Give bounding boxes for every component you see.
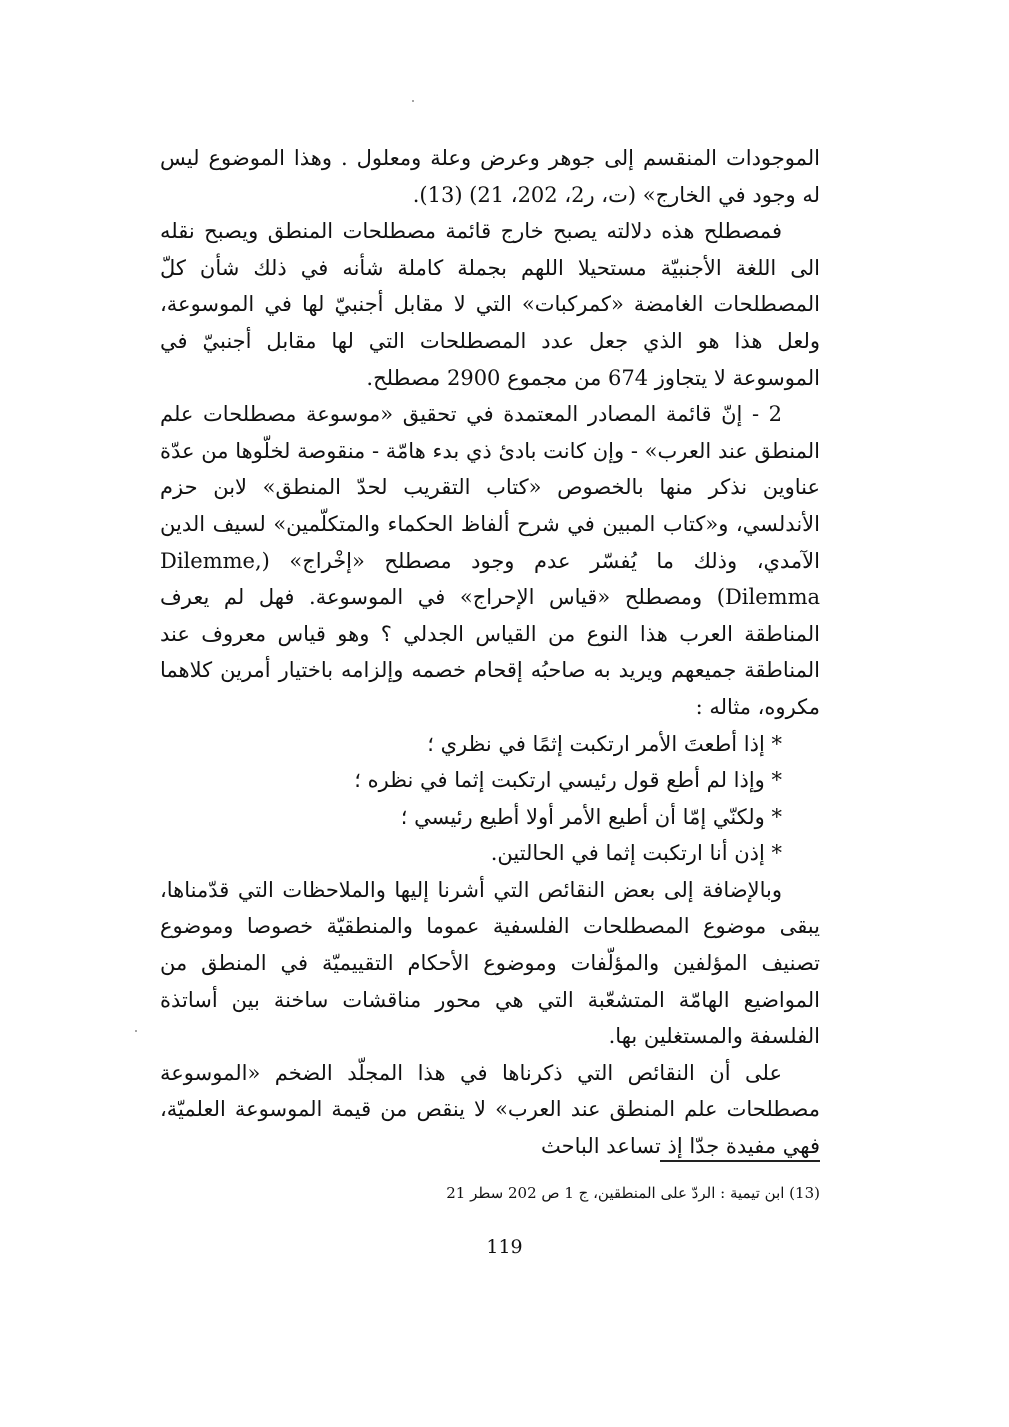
dilemma-premise-1: * إذا أطعتَ الأمر ارتكبت إثمًا في نظري ؛ — [427, 731, 782, 756]
footnote-divider — [660, 1160, 820, 1162]
dilemma-premise-2: * وإذا لم أطع قول رئيسي ارتكبت إثما في نظره ؛ — [354, 768, 782, 793]
dilemma-premise-3: * ولكنّي إمّا أن أطيع الأمر أولا أطيع رئيسي ؛ — [400, 804, 782, 829]
footnote-13: (13) ابن تيمية : الردّ على المنطقين، ج 1 ص 202 سطر 21 — [446, 1184, 820, 1202]
paragraph-terminology: فمصطلح هذه دلالته يصبح خارج قائمة مصطلحات المنطق ويصبح نقله الى اللغة الأجنبيّة مستحيلا اللهم بجملة كاملة شأنه في ذلك شأن كلّ المصطلحات الغامضة «كمركبات» التي لا مقابل أجنبيّ لها في الموسوعة، ولعل هذا هو الذي جعل عدد المصطلحات التي لها مقابل أجنبيّ في الموسوعة لا يتجاوز 674 من مجموع 2900 مصطلح. — [160, 219, 820, 390]
page-number: 119 — [486, 1236, 523, 1258]
scan-speck — [412, 100, 414, 102]
paragraph-sources: 2 - إنّ قائمة المصادر المعتمدة في تحقيق «موسوعة مصطلحات علم المنطق عند العرب» - وإن كانت بادئ ذي بدء هامّة - منقوصة لخلّوها من عدّة عناوين نذكر منها بالخصوص «كتاب التقريب لحدّ المنطق» لابن حزم الأندلسي، و«كتاب المبين في شرح ألفاظ الحكماء والمتكلّمين» لسيف الدين الآمدي، وذلك ما يُفسّر عدم وجود مصطلح «إخْراج» (Dilemme, Dilemma) ومصطلح «قياس الإحراج» في الموسوعة. فهل لم يعرف المناطقة العرب هذا النوع من القياس الجدلي ؟ وهو قياس معروف عند المناطقة جميعهم ويريد به صاحبُه إقحام خصمه وإلزامه باختيار أمرين كلاهما مكروه، مثاله : — [160, 402, 820, 719]
scan-speck — [135, 1030, 137, 1032]
paragraph-continuation: الموجودات المنقسم إلى جوهر وعرض وعلة ومعلول . وهذا الموضوع ليس له وجود في الخارج» (ت، ر2، 202، 21) (13). — [160, 146, 820, 207]
paragraph-conclusion: على أن النقائص التي ذكرناها في هذا المجلّد الضخم «الموسوعة مصطلحات علم المنطق عند العرب» لا ينقص من قيمة الموسوعة العلميّة، فهي مفيدة جدّا إذ تساعد الباحث — [160, 1060, 820, 1159]
body-text — [160, 140, 820, 1165]
dilemma-conclusion: * إذن أنا ارتكبت إثما في الحالتين. — [490, 841, 782, 866]
paragraph-shortcomings: وبالإضافة إلى بعض النقائص التي أشرنا إليها والملاحظات التي قدّمناها، يبقى موضوع المصطلحات الفلسفية عموما والمنطقيّة خصوصا وموضوع تصنيف المؤلفين والمؤلّفات وموضوع الأحكام التقييميّة في المنطق من المواضيع الهامّة المتشعّبة التي هي محور مناقشات ساخنة بين أساتذة الفلسفة والمستغلين بها. — [160, 877, 820, 1049]
